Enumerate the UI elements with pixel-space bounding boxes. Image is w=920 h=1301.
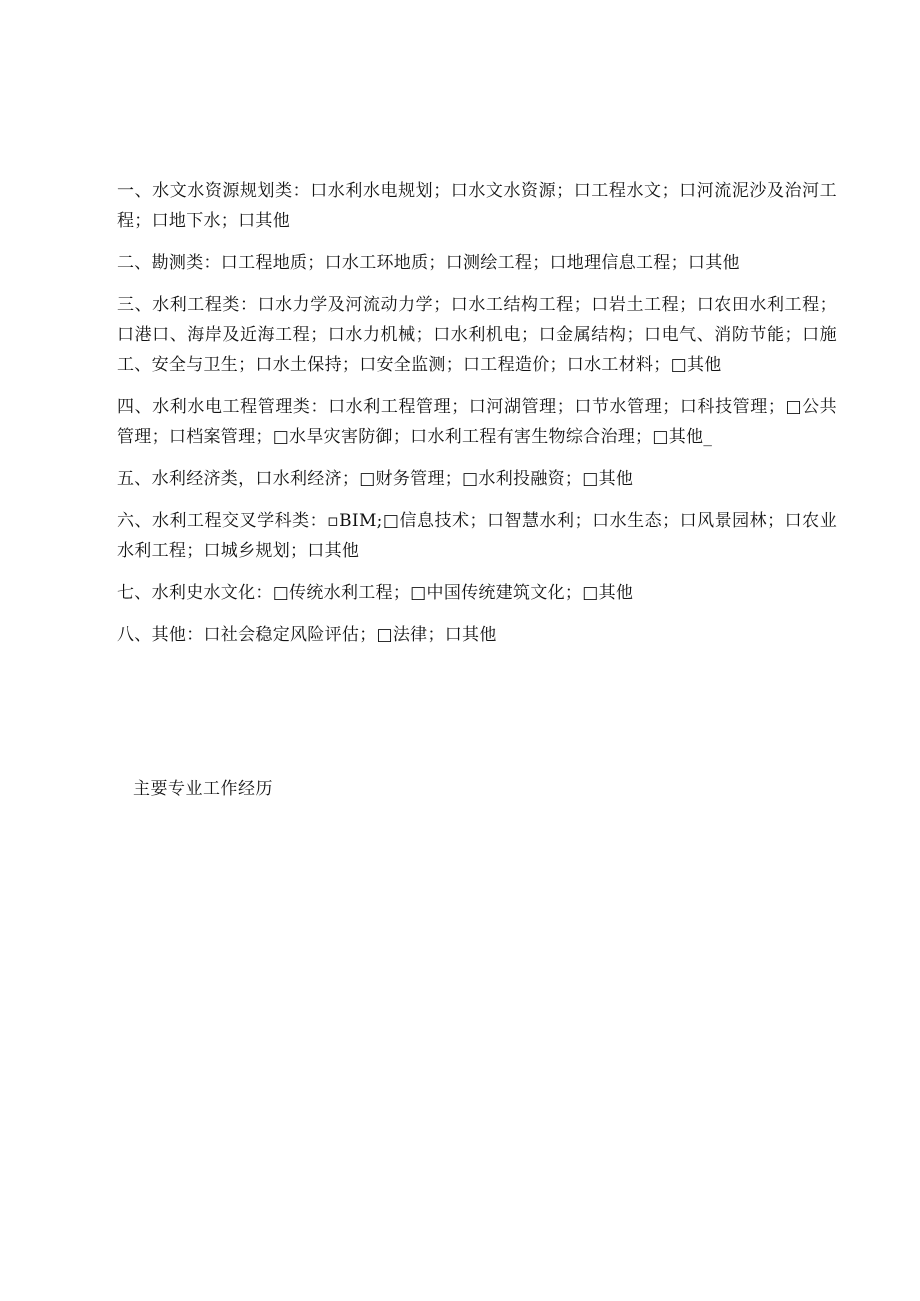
section-heading-work-experience: 主要专业工作经历 — [133, 779, 273, 799]
category-hydrology: 一、水文水资源规划类：口水利水电规划；口水文水资源；口工程水文；口河流泥沙及治河工程；口地下水；口其他 — [117, 181, 837, 231]
category-water-history-culture: 七、水利史水文化：□传统水利工程；□中国传统建筑文化；□其他 — [117, 583, 634, 603]
category-water-engineering: 三、水利工程类：口水力学及河流动力学；口水工结构工程；口岩土工程；口农田水利工程；口港口、海岸及近海工程；口水力机械；口水利机电；口金属结构；口电气、消防节能；口施工、安全与卫生；口水土保持；口安全监测；口工程造价；口水工材料；□其他 — [117, 295, 837, 375]
category-survey: 二、勘测类：口工程地质；口水工环地质；口测绘工程；口地理信息工程；口其他 — [117, 253, 740, 273]
category-interdisciplinary: 六、水利工程交叉学科类：▫BIM;□信息技术；口智慧水利；口水生态；口风景园林；口农业水利工程；口城乡规划；口其他 — [117, 511, 837, 561]
specialty-category-list — [117, 176, 837, 662]
category-water-economics: 五、水利经济类，口水利经济；□财务管理；□水利投融资；□其他 — [117, 469, 634, 489]
category-engineering-management: 四、水利水电工程管理类：口水利工程管理；口河湖管理；口节水管理；口科技管理；□公共管理；口档案管理；□水旱灾害防御；口水利工程有害生物综合治理；□其他_ — [117, 397, 837, 447]
category-other: 八、其他：口社会稳定风险评估；□法律；口其他 — [117, 625, 497, 645]
